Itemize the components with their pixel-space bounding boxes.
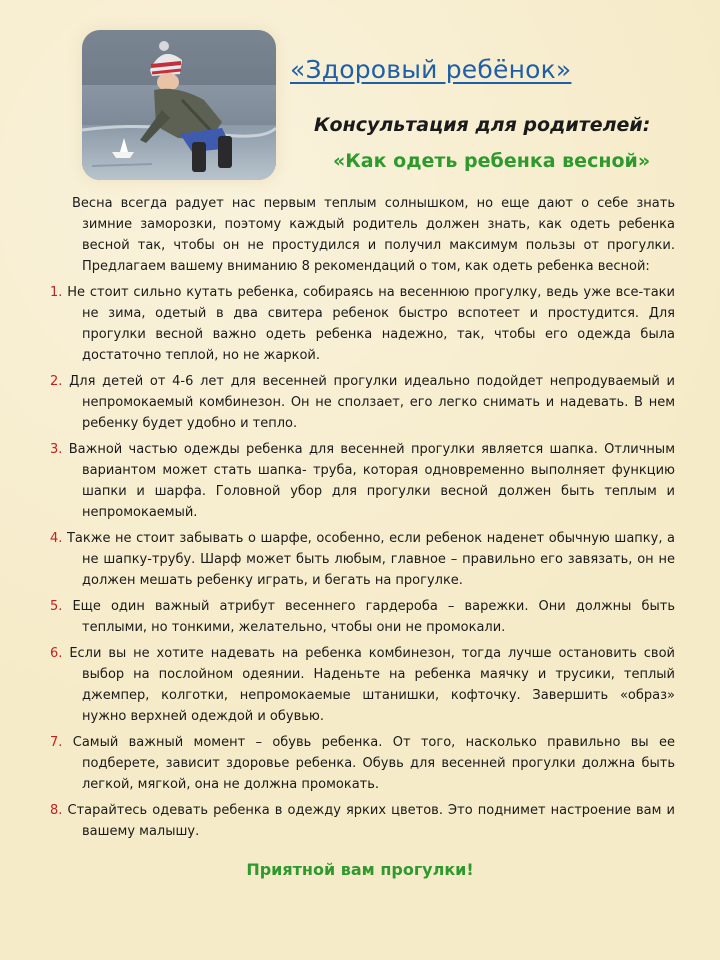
item-text: Если вы не хотите надевать на ребенка комбинезон, тогда лучше остановить свой выбор на послойном одеянии. Наденьте на ребенка маячку и трусики, теплый джемпер, колготки, непромокаемые штанишки, кофточку. Завершить «образ» нужно верхней одеждой и обувью. xyxy=(69,646,675,724)
item-number: 3. xyxy=(50,442,63,457)
item-number: 2. xyxy=(50,374,63,389)
item-text: Также не стоит забывать о шарфе, особенно, если ребенок наденет обычную шапку, а не шапку-трубу. Шарф может быть любым, главное – правильно его завязать, он не должен мешать ребенку играть, и бегать на прогулке. xyxy=(66,531,675,588)
item-number: 8. xyxy=(50,803,63,818)
item-text: Еще один важный атрибут весеннего гардероба – варежки. Они должны быть теплыми, но тонкими, желательно, чтобы они не промокали. xyxy=(72,599,676,635)
list-item xyxy=(50,439,675,523)
topic-heading: «Как одеть ребенка весной» xyxy=(333,150,651,172)
list-item xyxy=(50,800,675,842)
item-text: Самый важный момент – обувь ребенка. От того, насколько правильно вы ее подберете, зависит здоровье ребенка. Обувь для весенней прогулки должна быть легкой, мягкой, она не должна промокать. xyxy=(72,735,675,792)
list-item xyxy=(50,643,675,727)
item-text: Не стоит сильно кутать ребенка, собираясь на весеннюю прогулку, ведь уже все-таки не зима, одетый в два свитера ребенок быстро вспотеет и простудится. Для прогулки весной важно одеть ребенка надежно, так, чтобы его одежда была достаточно теплой, но не жаркой. xyxy=(67,285,675,363)
article-body xyxy=(50,193,675,847)
list-item xyxy=(50,371,675,434)
page-title-link[interactable]: «Здоровый ребёнок» xyxy=(290,55,572,84)
item-number: 5. xyxy=(50,599,63,614)
list-item xyxy=(50,528,675,591)
item-number: 1. xyxy=(50,285,63,300)
list-item xyxy=(50,282,675,366)
consultation-subtitle: Консультация для родителей: xyxy=(314,114,651,136)
closing-wish: Приятной вам прогулки! xyxy=(246,860,474,879)
item-number: 6. xyxy=(50,646,63,661)
child-with-boat-image xyxy=(82,30,276,180)
child-photo xyxy=(82,30,276,180)
item-number: 7. xyxy=(50,735,63,750)
intro-paragraph: Весна всегда радует нас первым теплым солнышком, но еще дают о себе знать зимние заморозки, поэтому каждый родитель должен знать, как одеть ребенка весной так, чтобы он не простудился и получил максимум пользы от прогулки. Предлагаем вашему вниманию 8 рекомендаций о том, как одеть ребенка весной: xyxy=(72,196,675,274)
item-text: Старайтесь одевать ребенка в одежду ярких цветов. Это поднимет настроение вам и вашему малышу. xyxy=(67,803,675,839)
item-number: 4. xyxy=(50,531,63,546)
item-text: Для детей от 4-6 лет для весенней прогулки идеально подойдет непродуваемый и непромокаемый комбинезон. Он не сползает, его легко снимать и надевать. В нем ребенку будет удобно и тепло. xyxy=(69,374,675,431)
item-text: Важной частью одежды ребенка для весенней прогулки является шапка. Отличным вариантом может стать шапка- труба, которая одновременно выполняет функцию шапки и шарфа. Головной убор для прогулки весной должен быть теплым и непромокаемый. xyxy=(68,442,675,520)
list-item xyxy=(50,596,675,638)
list-item xyxy=(50,732,675,795)
